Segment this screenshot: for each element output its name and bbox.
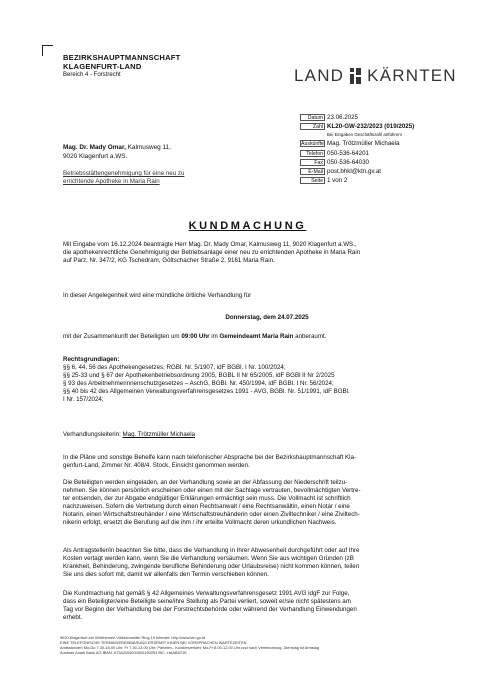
subject-line-2: errichtende Apotheke in Maria Rain [63,178,160,185]
leader-label: Verhandlungsleiterin: [63,431,123,438]
authority-line-1: BEZIRKSHAUPTMANNSCHAFT [63,53,181,62]
text-line: genfurt-Land, Zimmer Nr. 408/4. Stock, Einsicht genommen werden. [63,462,250,470]
text-line: Krankheit, Behinderung, zwingende berufliche Behinderung oder Urlaubsreise) nicht kommen können, teilen [63,563,360,571]
leader-name: Mag. Trötzmüller Michaela [122,431,196,438]
paragraph-announcement [63,292,471,300]
text-line: nehmen. Sie können persönlich erscheinen oder einen mit der Sachlage vertrauten, bevollmächtigten Vertre- [63,487,361,495]
text-line: Die Beteiligten werden eingeladen, an der Verhandlung sowie an der Abfassung der Niederschrift teilzu- [63,479,348,486]
meta-row-telefon [300,149,470,158]
meta-row-zahl [300,122,470,131]
meta-fax-value: 050-536-64030 [327,158,369,166]
legal-line: § 93 des Arbeitnehmerinnenschutzgesetzes – AschG, BGBl. Nr. 450/1994, idF BGBl. I Nr. 56/2024; [63,380,334,388]
meta-label: Datum [300,114,325,121]
text-line: mit der Zusammenkunft der Beteiligten um 09:00 Uhr im Gemeindeamt Maria Rain anberaumt. [63,333,327,340]
meta-label: Telefon [300,150,325,157]
footer-line: Amtsstunden Mo-Do 7.30-16.00 Uhr, Fr 7.30-13.00 Uhr; Parteien-, Kundenverkehr Mo-Fr 8.00-12.00 Uhr und nach Vereinbarung, Dienstag ist Amtstag [60,645,320,651]
meta-row-email [300,167,470,176]
legal-basis-block [63,356,471,405]
subject-line-1: Betriebsstättengenehmigung für eine neu zu [63,170,185,177]
authority-line-2: KLAGENFURT-LAND [63,62,142,71]
authority-block [63,53,263,80]
subject-block [63,170,184,186]
legal-line: §§ 25-33 und § 67 der Apothekenbetriebsordnung 2005, BGBL II Nr 65/2005, idF BGBl II Nr 2/2025 [63,372,335,380]
meta-row-datum [300,113,470,122]
meta-zahl-note: Bei Eingaben Geschäftszahl anführen! [327,132,402,138]
paragraph-meeting [63,333,471,341]
meta-label: E-Mail [300,168,325,175]
text-line: ter entsenden, der zur Abgabe endgültiger Erklärungen ermächtigt sein muss. Die Vollmacht ist schriftlich [63,495,351,503]
text-line: Notarin, einen Wirtschaftstreuhänder / eine Wirtschaftstreuhänderin oder einen Ziviltechniker / eine Ziviltech- [63,511,360,519]
footer-line: EINE TELEFONISCHE TERMINVEREINBARUNG ERSPART IHNEN BEI VORSPRACHEN WARTEZEITEN [60,640,247,646]
legal-line: §§ 6, 44, 56 des Apothekengesetzes, RGBl. Nr. 5/1907, idF BGBl. I Nr. 100/2024; [63,364,286,372]
footer-line: 9020 Klagenfurt am Wörthersee Völkermarkter Ring 19 Internet: http://www.ktn.gv.at [60,635,205,640]
meta-label: Fax [300,159,325,166]
paragraph-participants [63,479,471,528]
paragraph-application [63,241,471,265]
addressee-street: Kalmusweg 11, [125,144,171,151]
addressee-city: 9020 Klagenfurt a.WS. [63,153,128,160]
hearing-leader [63,431,471,439]
text-line: Mit Eingabe vom 16.12.2024 beantragte Herr Mag. Dr. Mady Omar, Kalmusweg 11, 9020 Klagenfurt a.WS., [63,241,357,248]
meta-seite-value: 1 von 2 [327,177,348,185]
addressee-block [63,143,171,161]
fold-corner-mark [42,45,53,56]
text-line: Als Antragsteller/in beachten Sie bitte, dass die Verhandlung in Ihrer Abwesenheit durchgeführt oder auf Ihre [63,547,360,554]
addressee-name: Mag. Dr. Mady Omar, [63,144,126,151]
legal-line: I Nr. 157/2024; [63,396,104,404]
meta-row-fax [300,158,470,167]
hearing-time: 09:00 Uhr [181,333,210,340]
meta-row-seite [300,176,470,185]
land-kaernten-logo [294,65,458,87]
meta-row-auskuenfte [300,139,470,148]
paragraph-applicant-notice [63,547,471,579]
hearing-date-text: Donnerstag, dem 24.07.2025 [225,314,309,321]
hearing-place: Gemeindeamt Maria Rain [219,333,294,340]
text-line: die apothekenrechtliche Genehmigung der Betriebsanlage einer neu zu errichtenden Apotheke in Maria Rain [63,249,361,257]
reference-block [300,113,470,185]
text-line: nikerin erfolgt, ersetzt die Berufung auf die ihm / ihr erteilte Vollmacht deren urkundlichen Nachweis. [63,519,337,527]
meta-label: Zahl [300,123,325,130]
meta-datum-value: 23.06.2025 [327,114,358,122]
text-line: In dieser Angelegenheit wird eine mündliche örtliche Verhandlung für [63,292,252,299]
authority-department: Bereich 4 - Forstrecht [63,72,121,78]
text-line: Kosten vertagt werden kann, wenn Sie die Verhandlung versäumen. Wenn Sie aus wichtigen Gründen (zB [63,555,354,563]
text-line: dass ein Beteiligter/eine Beteiligte seine/ihre Stellung als Partei verliert, soweit er/sie nicht spätestens am [63,598,351,606]
logo-word-land: LAND [294,66,345,85]
document-heading: KUNDMACHUNG [188,220,307,232]
page-footer [60,635,480,655]
paragraph-inspection [63,454,471,470]
legal-line: §§ 40 bis 42 des Allgemeinen Verwaltungsverfahrensgesetzes 1991 - AVG, BGBl. Nr. 51/1991, idF BGBl. [63,388,350,396]
meta-label: Seite [300,177,325,184]
text-line: nachzuweisen. Sofern die Vertretung durch einen Rechtsanwalt / eine Rechtsanwältin, einen Notar / eine [63,503,350,511]
hearing-date [63,314,471,322]
text-line: erhebt. [63,614,83,622]
meta-label: Auskünfte [301,141,325,148]
logo-mark-icon [350,68,361,84]
footer-line: Austrian Anadi Bank AG IBAN: AT342000000000150093 BIC: HAABAT2K [60,650,188,656]
legal-basis-title: Rechtsgrundlagen: [63,356,120,363]
meta-telefon-value: 050-536-64201 [327,149,369,157]
text-line: auf Parz. Nr. 347/2, KG Tschedram, Göltschacher Straße 2, 9161 Maria Rain. [63,257,275,265]
addressee-line-1 [63,143,171,152]
text-line: Sie uns dies sofort mit, damit wir allenfalls den Termin verschieben können. [63,571,269,579]
paragraph-consequence [63,590,471,622]
text-line: In die Pläne und sonstige Behelfe kann nach telefonischer Absprache bei der Bezirkshauptmannschaft Kla- [63,454,357,461]
meta-email-value: post.bhkl@ktn.gv.at [327,168,381,176]
logo-word-kaernten: KÄRNTEN [367,66,457,85]
meta-auskuenfte-value: Mag. Trötzmüller Michaela [327,140,400,148]
meta-zahl-value: KL20-GW-232/2023 (019/2025) [327,123,415,131]
text-line: Tag vor Beginn der Verhandlung bei der Forstrechtsbehörde oder während der Verhandlung Einwendungen [63,606,357,614]
text-line: Die Kundmachung hat gemäß § 42 Allgemeines Verwaltungsverfahrensgesetz 1991 AVG idgF zur Folge, [63,590,350,597]
